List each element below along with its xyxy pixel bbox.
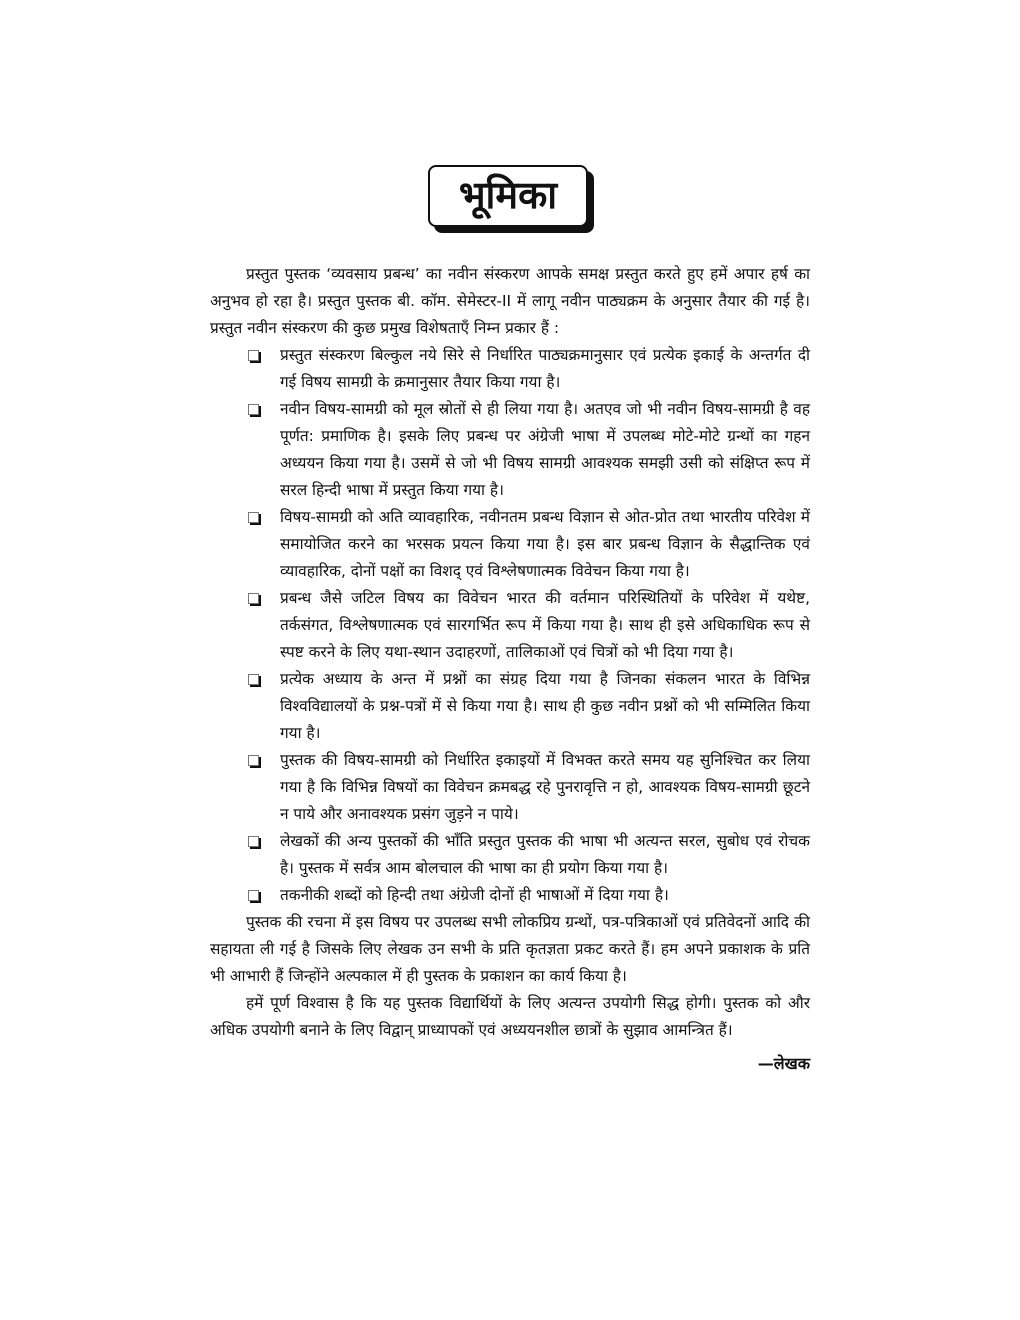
list-item-text: विषय-सामग्री को अति व्यावहारिक, नवीनतम प्रबन्ध विज्ञान से ओत-प्रोत तथा भारतीय परिवेश में समायोजित करने का भरसक प्रयत्न किया गया है। इस बार प्रबन्ध विज्ञान के सैद्धान्तिक एवं व्यावहारिक, दोनों पक्षों का विशद् एवं विश्लेषणात्मक विवेचन किया गया है। [280,508,810,580]
acknowledgement-paragraph: पुस्तक की रचना में इस विषय पर उपलब्ध सभी लोकप्रिय ग्रन्थों, पत्र-पत्रिकाओं एवं प्रतिवेदनों आदि की सहायता ली गई है जिसके लिए लेखक उन सभी के प्रति कृतज्ञता प्रकट करते हैं। हम अपने प्रकाशक के प्रति भी आभारी हैं जिन्होंने अल्पकाल में ही पुस्तक के प्रकाशन का कार्य किया है। [210,913,810,985]
square-bullet-icon [248,755,259,766]
square-bullet-icon [248,890,259,901]
title-frame [428,165,588,227]
features-list [210,342,810,909]
closing-paragraph: हमें पूर्ण विश्वास है कि यह पुस्तक विद्यार्थियों के लिए अत्यन्त उपयोगी सिद्ध होगी। पुस्तक को और अधिक उपयोगी बनाने के लिए विद्वान् प्राध्यापकों एवं अध्ययनशील छात्रों के सुझाव आमन्त्रित हैं। [210,994,810,1039]
list-item [210,666,810,747]
square-bullet-icon [248,836,259,847]
list-item-text: नवीन विषय-सामग्री को मूल स्रोतों से ही लिया गया है। अतएव जो भी नवीन विषय-सामग्री है वह पूर्णत: प्रमाणिक है। इसके लिए प्रबन्ध पर अंग्रेजी भाषा में उपलब्ध मोटे-मोटे ग्रन्थों का गहन अध्ययन किया गया है। उसमें से जो भी विषय सामग्री आवश्यक समझी उसी को संक्षिप्त रूप में सरल हिन्दी भाषा में प्रस्तुत किया गया है। [280,400,810,499]
list-item-text: प्रस्तुत संस्करण बिल्कुल नये सिरे से निर्धारित पाठ्यक्रमानुसार एवं प्रत्येक इकाई के अन्तर्गत दी गई विषय सामग्री के क्रमानुसार तैयार किया गया है। [280,346,810,391]
list-item [210,504,810,585]
list-item-text: तकनीकी शब्दों को हिन्दी तथा अंग्रेजी दोनों ही भाषाओं में दिया गया है। [280,886,669,904]
list-item [210,396,810,504]
list-item-text: प्रबन्ध जैसे जटिल विषय का विवेचन भारत की वर्तमान परिस्थितियों के परिवेश में यथेष्ट, तर्कसंगत, विश्लेषणात्मक एवं सारगर्भित रूप में किया गया है। साथ ही इसे अधिकाधिक रूप से स्पष्ट करने के लिए यथा-स्थान उदाहरणों, तालिकाओं एवं चित्रों को भी दिया गया है। [280,589,810,661]
list-item [210,747,810,828]
intro-paragraph: प्रस्तुत पुस्तक ‘व्यवसाय प्रबन्ध’ का नवीन संस्करण आपके समक्ष प्रस्तुत करते हुए हमें अपार हर्ष का अनुभव हो रहा है। प्रस्तुत पुस्तक बी. कॉम. सेमेस्टर-II में लागू नवीन पाठ्यक्रम के अनुसार तैयार की गई है। प्रस्तुत नवीन संस्करण की कुछ प्रमुख विशेषताएँ निम्न प्रकार हैं : [210,265,810,337]
square-bullet-icon [248,674,259,685]
preface-content [210,261,810,1077]
list-item [210,342,810,396]
list-item-text: पुस्तक की विषय-सामग्री को निर्धारित इकाइयों में विभक्त करते समय यह सुनिश्चित कर लिया गया है कि विभिन्न विषयों का विवेचन क्रमबद्ध रहे पुनरावृत्ति न हो, आवश्यक विषय-सामग्री छूटने न पाये और अनावश्यक प्रसंग जुड़ने न पाये। [280,751,810,823]
list-item [210,882,810,909]
list-item [210,828,810,882]
list-item-text: प्रत्येक अध्याय के अन्त में प्रश्नों का संग्रह दिया गया है जिनका संकलन भारत के विभिन्न विश्वविद्यालयों के प्रश्न-पत्रों में से किया गया है। साथ ही कुछ नवीन प्रश्नों को भी सम्मिलित किया गया है। [280,670,810,742]
square-bullet-icon [248,512,259,523]
author-signature: —लेखक [757,1054,810,1073]
square-bullet-icon [248,404,259,415]
square-bullet-icon [248,593,259,604]
title-box [428,165,588,227]
square-bullet-icon [248,350,259,361]
page-title: भूमिका [458,173,558,217]
list-item [210,585,810,666]
list-item-text: लेखकों की अन्य पुस्तकों की भाँति प्रस्तुत पुस्तक की भाषा भी अत्यन्त सरल, सुबोध एवं रोचक है। पुस्तक में सर्वत्र आम बोलचाल की भाषा का ही प्रयोग किया गया है। [280,832,810,877]
